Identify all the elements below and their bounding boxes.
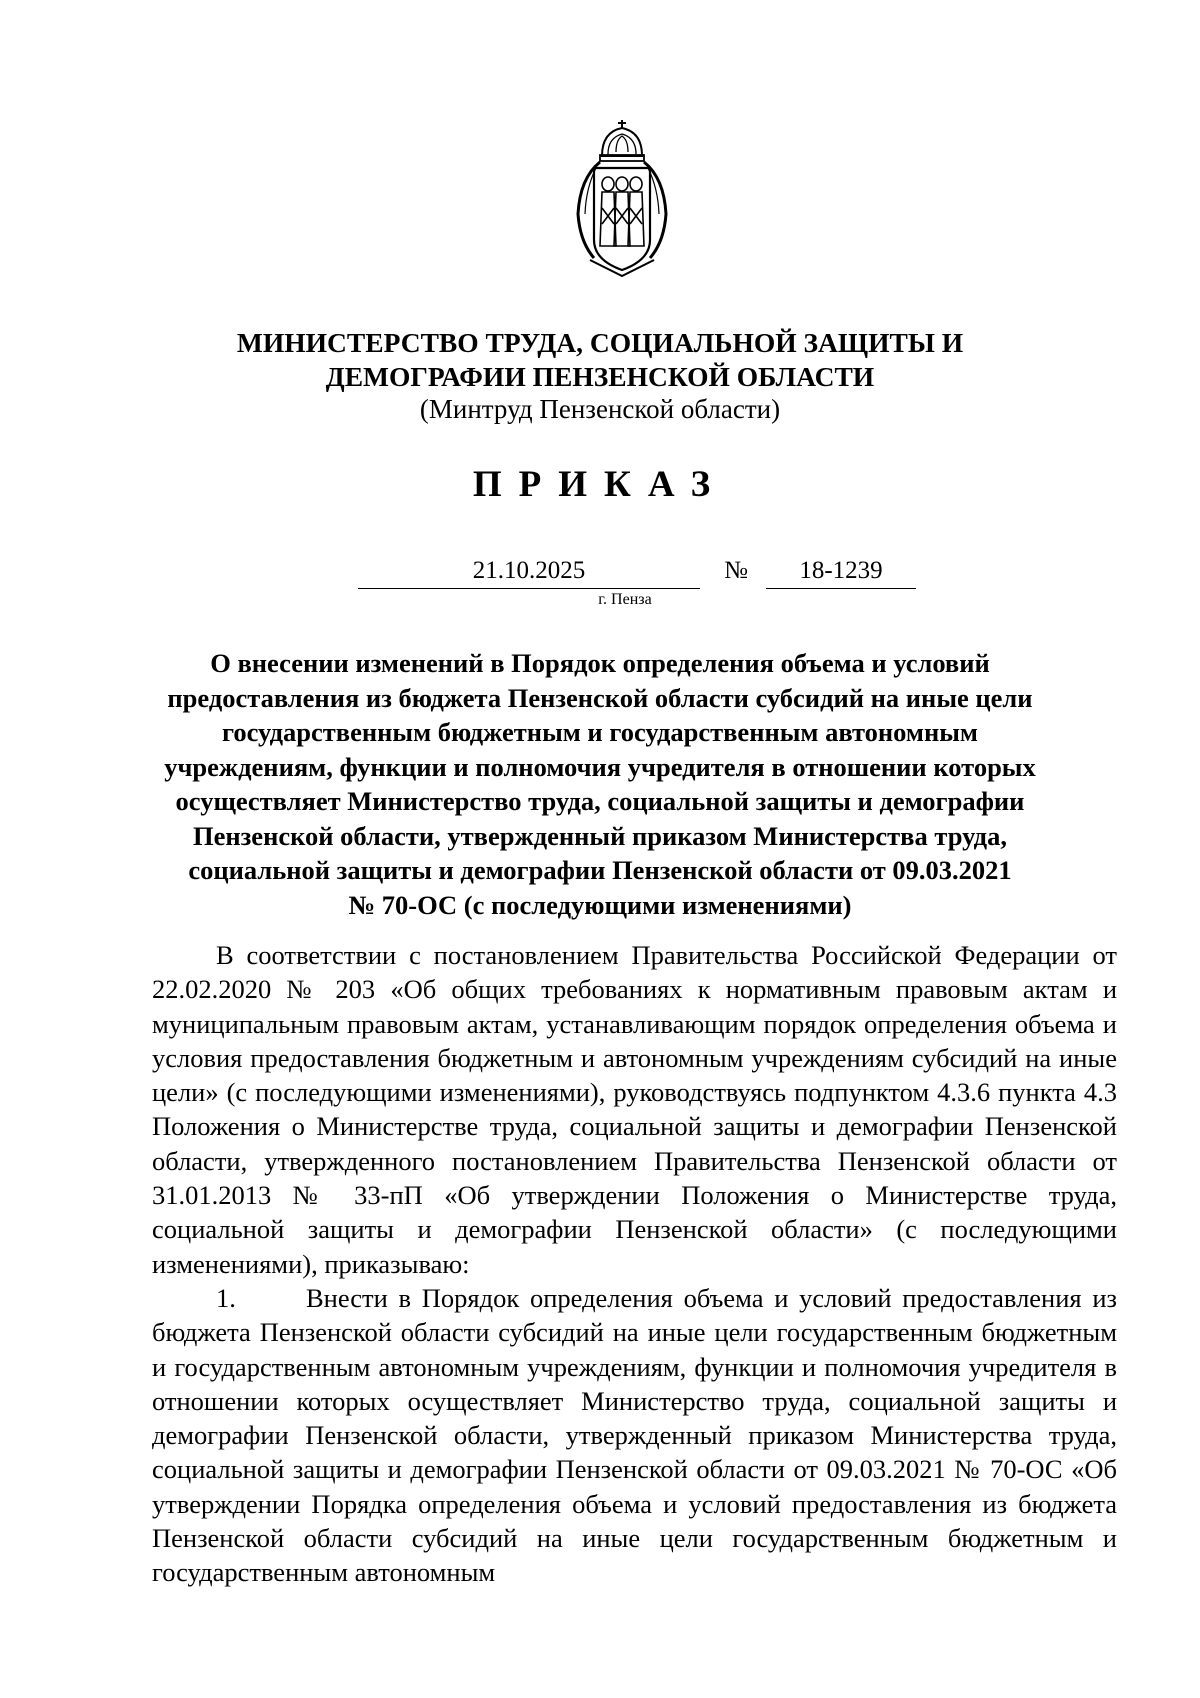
order-title-line: № 70-ОС (с последующими изменениями) [348, 889, 852, 920]
order-title [150, 646, 1050, 922]
order-title-line: осуществляет Министерство труда, социальной защиты и демографии [175, 786, 1025, 816]
document-type-heading: ПРИКАЗ [472, 464, 728, 505]
item-1-paragraph [152, 1281, 1117, 1590]
ministry-name-line1: МИНИСТЕРСТВО ТРУДА, СОЦИАЛЬНОЙ ЗАЩИТЫ И [236, 327, 964, 358]
preamble-paragraph: В соответствии с постановлением Правительства Российской Федерации от 22.02.2020 № 203 «Об общих требованиях к нормативным правовым актам и муниципальным правовым актам, устанавливающим порядок определения объема и условия предоставления бюджетным и автономным учреждениям субсидий на иные цели» (с последующими изменениями), руководствуясь подпунктом 4.3.6 пункта 4.3 Положения о Министерстве труда, социальной защиты и демографии Пензенской области, утвержденного постановлением Правительства Пензенской области от 31.01.2013 № 33-пП «Об утверждении Положения о Министерстве труда, социальной защиты и демографии Пензенской области» (с последующими изменениями), приказываю: [152, 940, 1117, 1279]
city-label: г. Пенза [598, 591, 652, 608]
order-title-line: социальной защиты и демографии Пензенской области от 09.03.2021 [188, 855, 1012, 885]
item-1-text: Внести в Порядок определения объема и условий предоставления из бюджета Пензенской области субсидий на иные цели государственным бюджетным и государственным автономным учреждениям, функции и полномочия учредителя в отношении которых осуществляет Министерство труда, социальной защиты и демографии Пензенской области, утвержденный приказом Министерства труда, социальной защиты и демографии Пензенской области от 09.03.2021 № 70-ОС «Об утверждении Порядка определения объема и условий предоставления из бюджета Пензенской области субсидий на иные цели государственным бюджетным и государственным автономным [152, 1282, 1117, 1588]
order-title-line: государственным бюджетным и государственным автономным [222, 717, 978, 747]
ministry-name-line2: ДЕМОГРАФИИ ПЕНЗЕНСКОЙ ОБЛАСТИ [325, 361, 875, 392]
number-sign: № [724, 557, 748, 584]
order-title-line: Пензенской области, утвержденный приказом Министерства труда, [193, 820, 1007, 851]
order-date: 21.10.2025 [358, 554, 700, 589]
order-title-line: О внесении изменений в Порядок определения объема и условий [210, 648, 990, 678]
order-body [152, 938, 1117, 1590]
order-number: 18-1239 [766, 554, 916, 589]
coat-of-arms-icon [572, 118, 672, 278]
order-title-line: учреждениям, функции и полномочия учредителя в отношении которых [164, 751, 1036, 782]
ministry-short-name: (Минтруд Пензенской области) [419, 394, 781, 424]
ministry-name [150, 326, 1050, 394]
order-title-line: предоставления из бюджета Пензенской области субсидий на иные цели [167, 682, 1033, 713]
item-1-number: 1. [216, 1282, 236, 1313]
